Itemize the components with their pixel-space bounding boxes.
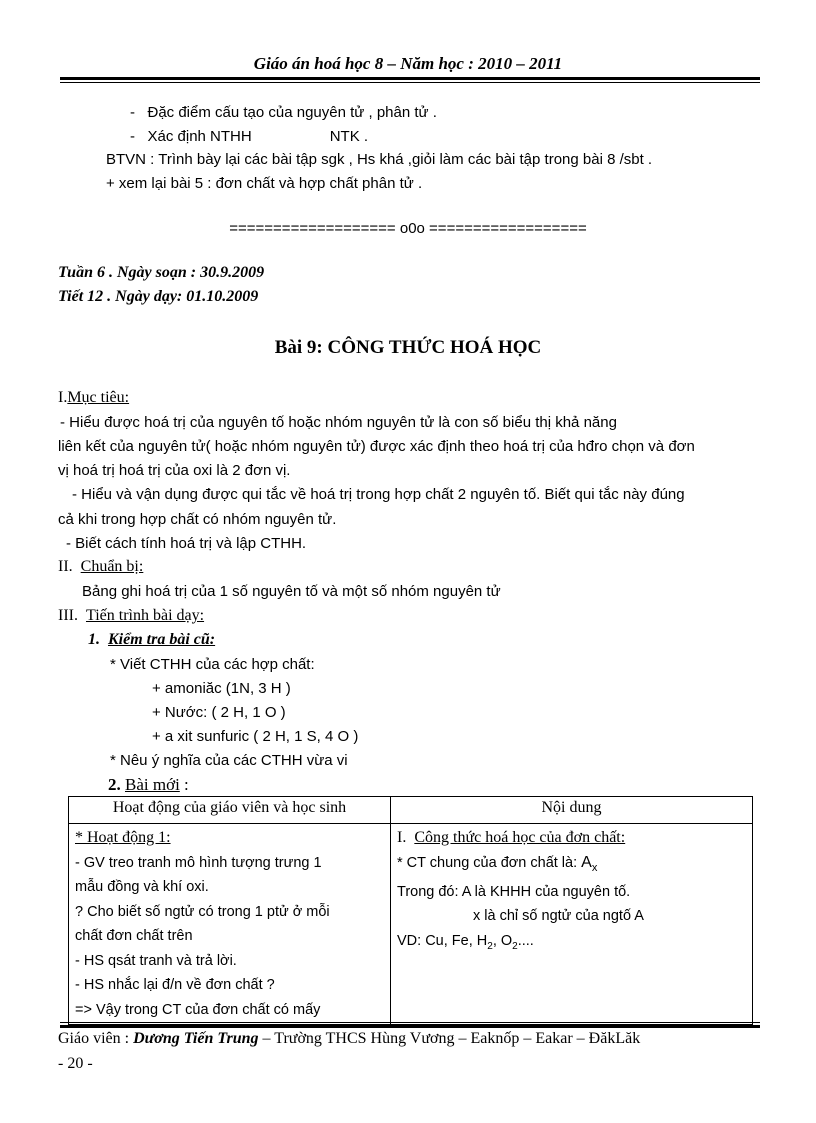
content-title: I. Công thức hoá học của đơn chất: xyxy=(397,829,626,846)
procedure-heading: III. Tiến trình bài dạy: xyxy=(58,607,205,624)
content-line: * CT chung của đơn chất là: $A_x$ xyxy=(397,853,598,874)
compound-1: + amoniăc (1N, 3 H ) xyxy=(152,680,291,697)
activity-line: - HS nhắc lại đ/n về đơn chất ? xyxy=(75,977,275,993)
compound-2: + Nước: ( 2 H, 1 O ) xyxy=(152,704,286,721)
activity-line: chất đơn chất trên xyxy=(75,928,193,944)
review-line: + xem lại bài 5 : đơn chất và hợp chất phân tử . xyxy=(106,175,423,192)
footer-rule xyxy=(60,1025,760,1028)
question-2: * Nêu ý nghĩa của các CTHH vừa vi xyxy=(110,752,348,769)
header-rule xyxy=(60,77,760,80)
week-date: Tuần 6 . Ngày soạn : 30.9.2009 xyxy=(58,264,265,281)
homework-bullet-1: - Đặc điểm cấu tạo của nguyên tử , phân tử . xyxy=(130,104,437,121)
content-cell xyxy=(391,824,753,1025)
activity-line: => Vậy trong CT của đơn chất có mấy xyxy=(75,1001,321,1018)
compound-3: + a xit sunfuric ( 2 H, 1 S, 4 O ) xyxy=(152,728,359,745)
activity-line: mẫu đồng và khí oxi. xyxy=(75,879,209,895)
btvn-line: BTVN : Trình bày lại các bài tập sgk , Hs khá ,giỏi làm các bài tập trong bài 8 /sbt . xyxy=(106,151,653,168)
objective-line-2: liên kết của nguyên tử( hoặc nhóm nguyên tử) được xác định theo hoá trị của hđro chọn và đơn xyxy=(58,438,695,455)
objective-line-3: vị hoá trị hoá trị của oxi là 2 đơn vị. xyxy=(58,462,291,479)
objective-line-4: - Hiểu và vận dụng được qui tắc về hoá trị trong hợp chất 2 nguyên tố. Biết qui tắc này đúng xyxy=(72,486,685,503)
activity-cell xyxy=(69,824,391,1025)
objectives-heading: I.Mục tiêu: xyxy=(58,389,130,406)
objective-line-6: - Biết cách tính hoá trị và lập CTHH. xyxy=(66,535,307,552)
table-header-row xyxy=(69,797,753,824)
objective-line-1: - Hiểu được hoá trị của nguyên tố hoặc nhóm nguyên tử là con số biểu thị khả năng xyxy=(60,414,617,431)
lesson-title: Bài 9: CÔNG THỨC HOÁ HỌC xyxy=(274,337,542,358)
page-number: - 20 - xyxy=(58,1055,93,1072)
table-row xyxy=(69,824,753,1025)
section-separator: =================== o0o ================== xyxy=(229,220,587,237)
col-activity-header: Hoạt động của giáo viên và học sinh xyxy=(69,797,391,824)
preparation-heading: II. Chuẩn bị: xyxy=(58,558,144,575)
period-date: Tiết 12 . Ngày dạy: 01.10.2009 xyxy=(58,288,259,305)
activity-line: ? Cho biết số ngtử có trong 1 ptử ở mỗi xyxy=(75,903,330,920)
preparation-text: Bảng ghi hoá trị của 1 số nguyên tố và một số nhóm nguyên tử xyxy=(82,583,501,600)
content-line: Trong đó: A là KHHH của nguyên tố. xyxy=(397,883,631,900)
footer-rule-thin xyxy=(60,1022,760,1023)
activity-line: - HS qsát tranh và trả lời. xyxy=(75,952,237,969)
activity-table xyxy=(68,796,753,1025)
header-rule-thin xyxy=(60,82,760,83)
homework-bullet-2: - Xác định NTHH NTK . xyxy=(130,128,369,145)
question-1: * Viết CTHH của các hợp chất: xyxy=(110,656,315,673)
header-title: Giáo án hoá học 8 – Năm học : 2010 – 2011 xyxy=(253,54,563,73)
new-lesson-heading: 2. Bài mới : xyxy=(108,775,189,794)
old-lesson-heading: 1. Kiểm tra bài cũ: xyxy=(88,631,216,648)
content-line: x là chỉ số ngtử của ngtố A xyxy=(473,908,644,925)
footer-credits: Giáo viên : Dương Tiến Trung – Trường THCS Hùng Vương – Eaknốp – Eakar – ĐăkLăk xyxy=(58,1030,641,1047)
content-line: VD: Cu, Fe, $H_2$, $O_2$.... xyxy=(397,932,534,952)
activity-line: - GV treo tranh mô hình tượng trưng 1 xyxy=(75,854,322,871)
col-content-header: Nội dung xyxy=(391,797,753,824)
objective-line-5: cả khi trong hợp chất có nhóm nguyên tử. xyxy=(58,511,337,528)
activity-title: * Hoạt động 1: xyxy=(75,829,171,846)
